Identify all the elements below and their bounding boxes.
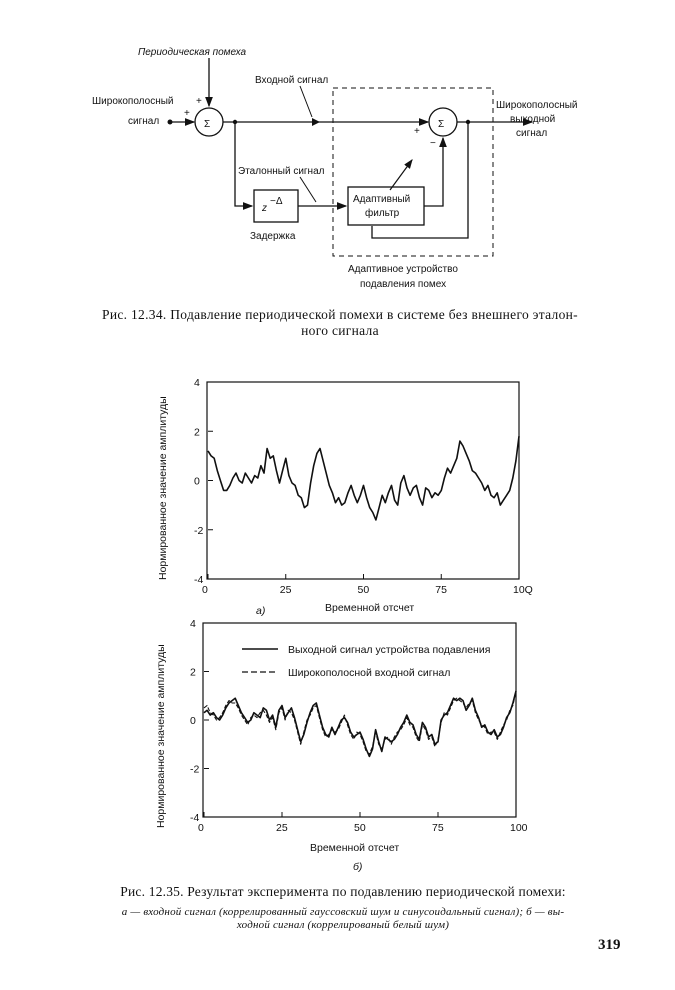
y-tick-label: -4 <box>194 574 204 586</box>
wideband-signal-label-2: сигнал <box>128 116 160 127</box>
series-line-dashed <box>204 691 516 754</box>
chart-a <box>157 377 533 617</box>
page-number: 319 <box>598 937 621 953</box>
x-tick-label: 25 <box>276 822 288 834</box>
chart-b-ylabel: Нормированное значение амплитуды <box>155 644 167 828</box>
legend-solid-label: Выходной сигнал устройства подавления <box>288 644 491 656</box>
series-line-solid <box>204 691 516 757</box>
y-tick-label: 2 <box>194 426 200 439</box>
y-tick-label: 4 <box>190 618 196 630</box>
chart-a-panel-label: а) <box>256 605 266 617</box>
caption-line-1: Рис. 12.34. Подавление периодической помехи в системе без внешнего эталон- <box>102 307 578 322</box>
x-tick-label: 10Q <box>513 584 533 596</box>
chart-a-xlabel: Временной отсчет <box>325 602 415 614</box>
x-tick-label: 75 <box>432 822 444 834</box>
delay-label: Задержка <box>250 231 296 242</box>
x-tick-label: 50 <box>357 584 370 596</box>
chart-b <box>155 618 528 873</box>
output-label-3: сигнал <box>516 128 548 139</box>
y-tick-label: 0 <box>190 715 196 727</box>
wideband-signal-label-1: Широкополосный <box>92 96 174 107</box>
chart-a-ylabel: Нормированное значение амплитуды <box>157 396 169 580</box>
chart-a-frame <box>207 382 519 579</box>
x-tick-label: 25 <box>279 584 292 596</box>
reference-signal-label: Эталонный сигнал <box>238 166 325 177</box>
series-line-solid <box>208 436 519 520</box>
figure-12-35-caption: Рис. 12.35. Результат эксперимента по подавлению периодической помехи: <box>120 884 566 899</box>
filter-label-1: Адаптивный <box>353 194 411 205</box>
device-label-2: подавления помех <box>360 279 447 290</box>
periodic-noise-label: Периодическая помеха <box>138 47 247 58</box>
plus-sign-1: + <box>196 96 202 107</box>
x-tick-label: 75 <box>435 584 447 596</box>
delay-exponent: −Δ <box>270 196 283 207</box>
output-label-2: выходной <box>510 114 556 125</box>
chart-b-panel-label: б) <box>353 861 363 873</box>
y-tick-label: 4 <box>194 377 200 389</box>
x-tick-label: 50 <box>354 822 366 834</box>
legend-dashed-label: Широкополосной входной сигнал <box>288 667 451 679</box>
chart-b-xlabel: Временной отсчет <box>310 842 400 854</box>
figure-12-35-caption-sub <box>48 906 638 931</box>
output-label-1: Широкополосный <box>496 100 578 111</box>
plus-sign-3: + <box>414 126 420 137</box>
caption-sub-line-2: ходной сигнал (коррелированый белый шум) <box>236 918 450 931</box>
y-tick-label: -2 <box>190 763 200 776</box>
y-tick-label: -4 <box>190 812 200 824</box>
delay-symbol: z <box>262 203 267 214</box>
x-tick-label: 0 <box>202 584 208 596</box>
x-tick-label: 100 <box>510 822 528 834</box>
caption-line-2: ного сигнала <box>301 322 379 338</box>
x-tick-label: 0 <box>198 822 204 834</box>
input-signal-label: Входной сигнал <box>255 75 329 86</box>
minus-sign: − <box>430 138 436 149</box>
y-tick-label: -2 <box>194 524 204 537</box>
summer-2-symbol: Σ <box>438 119 445 130</box>
plus-sign-2: + <box>184 108 190 119</box>
device-label-1: Адаптивное устройство <box>348 264 458 275</box>
caption-sub-line-1: а — входной сигнал (коррелированный гауссовский шум и синусоидальный сигнал); б — вы- <box>121 906 565 918</box>
filter-label-2: фильтр <box>365 208 400 219</box>
y-tick-label: 0 <box>194 475 200 488</box>
summer-1-symbol: Σ <box>204 119 211 130</box>
y-tick-label: 2 <box>190 666 196 679</box>
